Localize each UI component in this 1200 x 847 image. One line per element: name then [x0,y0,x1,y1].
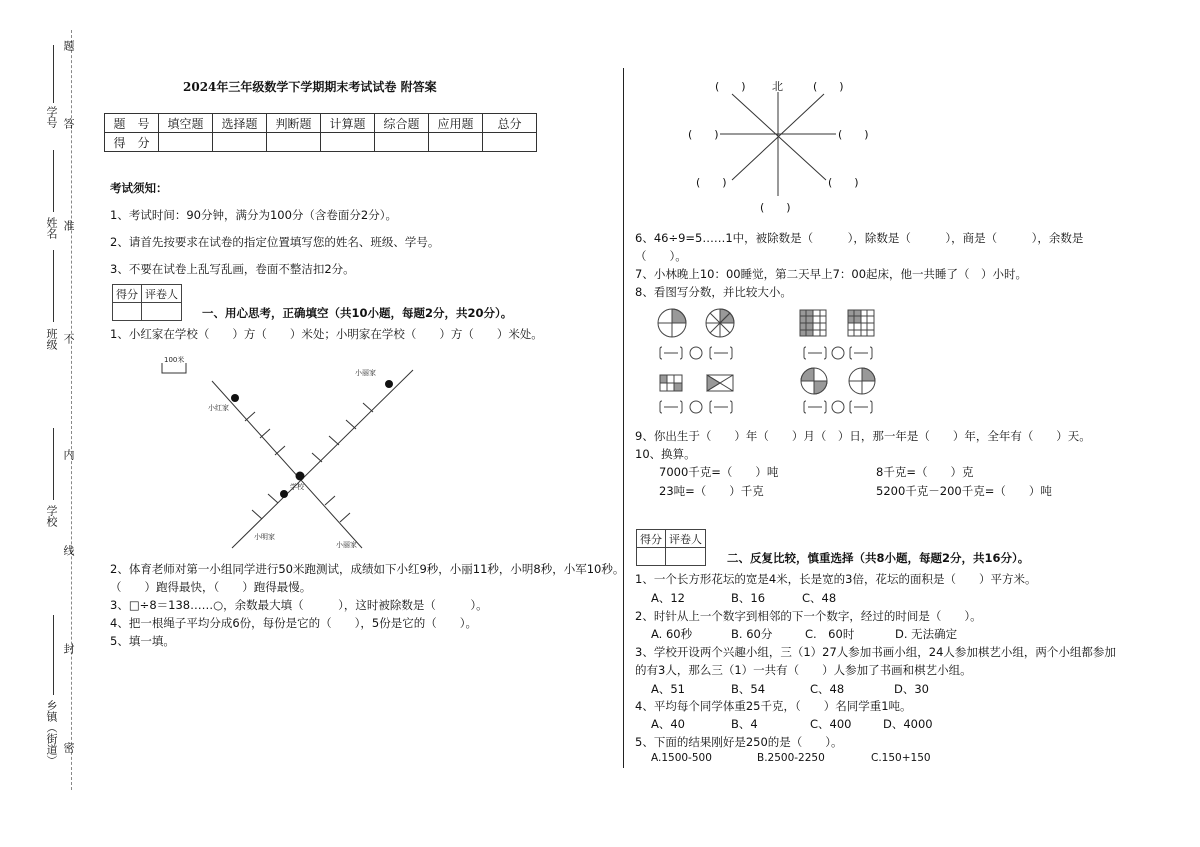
grader-label: 评卷人 [142,285,182,303]
notice-item: 3、不要在试卷上乱写乱画，卷面不整洁扣2分。 [110,262,355,276]
map-tick-marks [245,403,373,522]
question-2-line2: （ ）跑得最快，（ ）跑得最慢。 [110,580,312,594]
grader-label: 得分 [113,285,142,303]
score-header-cell: 综合题 [375,114,429,133]
score-header-cell: 应用题 [429,114,483,133]
map-scale-label: 100米 [164,356,185,364]
fraction-square-figure [660,375,682,391]
compass-blank-ne[interactable]: ( ) [813,80,844,93]
choice-option[interactable]: D. 无法确定 [895,627,958,641]
choice-question-4: 4、平均每个同学体重25千克，（ ）名同学重1吨。 [635,699,912,713]
conversion-item: 23吨=（ ）千克 [659,484,764,498]
xiaohong-home-dot [231,394,239,402]
score-cell[interactable] [321,133,375,152]
score-header-cell: 总分 [483,114,537,133]
map-label-xiaoli: 小丽家 [355,369,376,377]
compass-blank-sw[interactable]: ( ) [696,176,727,189]
question-9: 9、你出生于（ ）年（ ）月（ ）日，那一年是（ ）年，全年有（ ）天。 [635,429,1091,443]
fraction-circle-figure [849,368,875,394]
conversion-item: 5200千克－200千克=（ ）吨 [876,484,1052,498]
choice-option[interactable]: B. 60分 [731,627,773,641]
seal-char: 密 [62,742,75,753]
fraction-answer-blanks[interactable] [660,347,872,413]
compass-blank-s[interactable]: ( ) [760,201,791,214]
xiaoli-home-dot [385,380,393,388]
choice-option[interactable]: B、4 [731,717,758,731]
fraction-figures [650,305,890,420]
fraction-square-figure [707,375,733,391]
conversion-item: 8千克=（ ）克 [876,465,974,479]
score-cell[interactable] [159,133,213,152]
question-8: 8、看图写分数，并比较大小。 [635,285,792,299]
choice-option[interactable]: A、12 [651,591,686,605]
seal-char: 线 [62,545,75,556]
map-label-xiaohong: 小红家 [208,404,229,412]
margin-blank-name[interactable] [53,150,54,212]
grader-cell[interactable] [113,303,142,321]
choice-option[interactable]: C.150+150 [871,752,931,764]
map-label-school: 学校 [290,483,304,491]
notice-item: 2、请首先按要求在试卷的指定位置填写您的姓名、班级、学号。 [110,235,440,249]
choice-question-2: 2、时针从上一个数字到相邻的下一个数字，经过的时间是（ ）。 [635,609,982,623]
notice-item: 1、考试时间：90分钟，满分为100分（含卷面分2分）。 [110,208,397,222]
question-10: 10、换算。 [635,447,696,461]
seal-char: 内 [62,449,75,460]
grader-box-1 [112,284,182,321]
grader-label: 得分 [637,530,666,548]
seal-char: 准 [62,220,75,231]
exam-title: 2024年三年级数学下学期期末考试试卷 附答案 [183,80,437,94]
question-5: 5、填一填。 [110,634,175,648]
score-header-cell: 填空题 [159,114,213,133]
score-row-label: 得 分 [105,133,159,152]
compass-figure [680,70,880,220]
fraction-circle-figure [658,309,686,337]
choice-option[interactable]: A、40 [651,717,686,731]
question-6-line2: （ ）。 [635,249,687,263]
compass-blank-se[interactable]: ( ) [828,176,859,189]
margin-blank-student-id[interactable] [53,45,54,103]
score-cell[interactable] [267,133,321,152]
map-label-xiaoming: 小明家 [254,533,275,541]
binding-dashed-line [71,30,72,790]
score-header-cell: 选择题 [213,114,267,133]
compass-blank-nw[interactable]: ( ) [715,80,746,93]
conversion-item: 7000千克=（ ）吨 [659,465,779,479]
seal-char: 不 [62,333,75,344]
question-7: 7、小林晚上10：00睡觉，第二天早上7：00起床，他一共睡了（ ）小时。 [635,267,1028,281]
choice-question-5: 5、下面的结果刚好是250的是（ ）。 [635,735,843,749]
question-4: 4、把一根绳子平均分成6份，每份是它的（ ），5份是它的（ ）。 [110,616,477,630]
choice-option[interactable]: A、51 [651,682,686,696]
grader-cell[interactable] [666,548,706,566]
map-label-xiaoli-2: 小丽家 [336,541,357,549]
map-scale-bar [162,363,186,373]
question-3: 3、□÷8＝138……○，余数最大填（ ），这时被除数是（ ）。 [110,598,488,612]
choice-option[interactable]: B、16 [731,591,766,605]
margin-label-class: 班级 [45,328,58,350]
notice-title: 考试须知： [110,181,168,195]
score-header-cell: 判断题 [267,114,321,133]
choice-option[interactable]: D、30 [894,682,929,696]
choice-option[interactable]: A.1500-500 [651,752,712,764]
score-cell[interactable] [375,133,429,152]
margin-label-town: 乡镇（街道） [45,700,58,766]
fraction-circle-figure [801,368,827,394]
map-road-line [212,381,362,548]
choice-option[interactable]: C. 60时 [805,627,855,641]
choice-option[interactable]: C、48 [810,682,845,696]
question-6: 6、46÷9=5……1中，被除数是（ ），除数是（ ），商是（ ），余数是 [635,231,1084,245]
grader-cell[interactable] [142,303,182,321]
grader-cell[interactable] [637,548,666,566]
choice-question-3-line2: 的有3人，那么三（1）一共有（ ）人参加了书画和棋艺小组。 [635,663,972,677]
margin-label-name: 姓名 [45,217,58,239]
choice-option[interactable]: C、400 [810,717,852,731]
question-2: 2、体育老师对第一小组同学进行50米跑测试，成绩如下小红9秒，小丽11秒，小明8秒，小军10秒。 [110,562,625,576]
score-cell[interactable] [213,133,267,152]
map-road-line [232,370,413,548]
fraction-square-figure [800,310,826,336]
score-table [104,113,537,152]
seal-char: 题 [62,40,75,51]
compass-north-label: 北 [772,80,783,93]
score-header-cell: 计算题 [321,114,375,133]
margin-label-school: 学校 [45,505,58,527]
score-cell[interactable] [483,133,537,152]
margin-label-student-id: 学号 [45,106,58,128]
seal-char: 封 [62,643,75,654]
choice-question-1: 1、一个长方形花坛的宽是4米，长是宽的3倍，花坛的面积是（ ）平方米。 [635,572,1037,586]
grader-label: 评卷人 [666,530,706,548]
fraction-circle-figure [706,309,734,337]
xiaoming-home-dot [280,490,288,498]
score-cell[interactable] [429,133,483,152]
score-header-cell: 题 号 [105,114,159,133]
section2-title: 二、反复比较，慎重选择（共8小题，每题2分，共16分）。 [727,551,1030,565]
margin-blank-town[interactable] [53,615,54,695]
choice-option[interactable]: D、4000 [883,717,933,731]
margin-blank-school[interactable] [53,428,54,500]
compass-blank-e[interactable]: ( ) [838,128,869,141]
choice-option[interactable]: A. 60秒 [651,627,693,641]
choice-option[interactable]: B.2500-2250 [757,752,825,764]
seal-char: 答 [62,118,75,129]
choice-question-3: 3、学校开设两个兴趣小组，三（1）27人参加书画小组，24人参加棋艺小组，两个小组都参加 [635,645,1116,659]
margin-blank-class[interactable] [53,250,54,322]
compass-blank-w[interactable]: ( ) [688,128,719,141]
school-map-figure [150,355,430,555]
fraction-square-figure [848,310,874,336]
choice-option[interactable]: C、48 [802,591,837,605]
choice-option[interactable]: B、54 [731,682,766,696]
column-divider [623,68,624,768]
question-1: 1、小红家在学校（ ）方（ ）米处；小明家在学校（ ）方（ ）米处。 [110,327,543,341]
grader-box-2 [636,529,706,566]
school-dot [296,472,305,481]
section1-title: 一、用心思考，正确填空（共10小题，每题2分，共20分）。 [202,306,513,320]
